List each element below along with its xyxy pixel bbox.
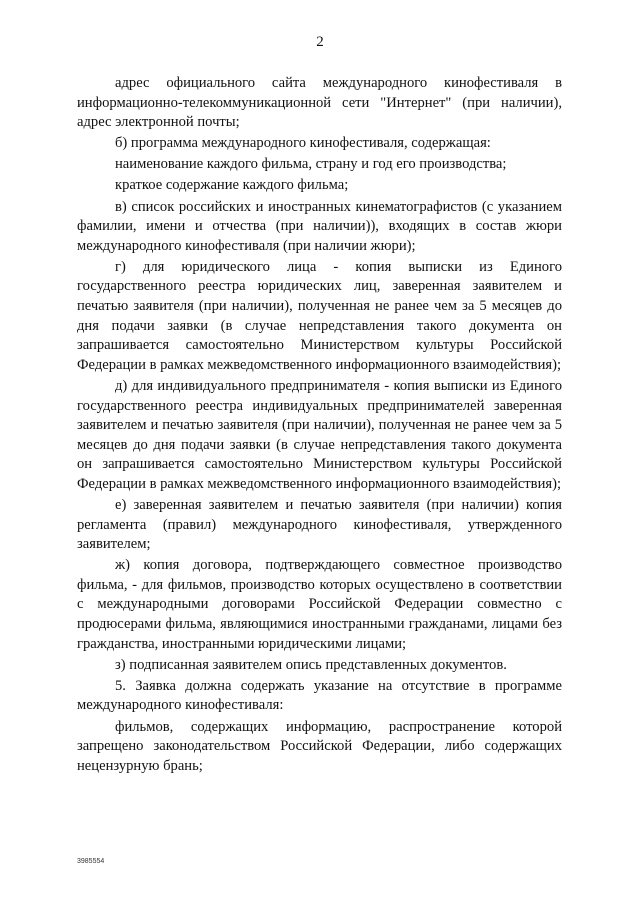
paragraph-item-e: е) заверенная заявителем и печатью заявителя (при наличии) копия регламента (правил) международного кинофестиваля, утвержденного заявителем;: [77, 496, 562, 553]
paragraph-film-summary: краткое содержание каждого фильма;: [115, 177, 349, 194]
paragraph-item-g: г) для юридического лица - копия выписки из Единого государственного реестра юридических лиц, заверенная заявителем и печатью заявителя (при наличии), полученная не ранее чем за 5 месяцев до дня подачи заявки (в случае непредставления такого документа он запрашивается самостоятельно Министерством культуры Российской Федерации в рамках межведомственного информационного взаимодействия);: [77, 258, 562, 373]
document-body: [77, 74, 562, 778]
paragraph-section-5: 5. Заявка должна содержать указание на отсутствие в программе международного кинофестиваля:: [77, 677, 562, 714]
paragraph-item-v: в) список российских и иностранных кинематографистов (с указанием фамилии, имени и отчества (при наличии)), входящих в состав жюри международного кинофестиваля (при наличии жюри);: [77, 198, 562, 254]
paragraph-item-zh: ж) копия договора, подтверждающего совместное производство фильма, - для фильмов, производство которых осуществлено в соответствии с международными договорами Российской Федерации совместно с продюсерами фильма, являющимися иностранными гражданами, лицами без гражданства, иностранными юридическими лицами;: [77, 557, 562, 652]
page-number: 2: [316, 34, 324, 50]
paragraph-item-d: д) для индивидуального предпринимателя - копия выписки из Единого государственного реестра индивидуальных предпринимателей заверенная заявителем и печатью заявителя (при наличии), полученная не ранее чем за 5 месяцев до дня подачи заявки (в случае непредставления такого документа он запрашивается самостоятельно Министерством культуры Российской Федерации в рамках межведомственного информационного взаимодействия);: [77, 377, 562, 492]
paragraph-prohibited-films: фильмов, содержащих информацию, распространение которой запрещено законодательством Российской Федерации, либо содержащих нецензурную брань;: [77, 718, 562, 774]
paragraph-film-names: наименование каждого фильма, страну и год его производства;: [115, 156, 507, 173]
paragraph-item-b: б) программа международного кинофестиваля, содержащая:: [115, 135, 491, 152]
paragraph-item-z: з) подписанная заявителем опись представленных документов.: [115, 656, 507, 673]
paragraph-website-address: адрес официального сайта международного кинофестиваля в информационно-телекоммуникационной сети "Интернет" (при наличии), адрес электронной почты;: [77, 75, 562, 131]
footer-document-code: 3985554: [77, 858, 105, 865]
